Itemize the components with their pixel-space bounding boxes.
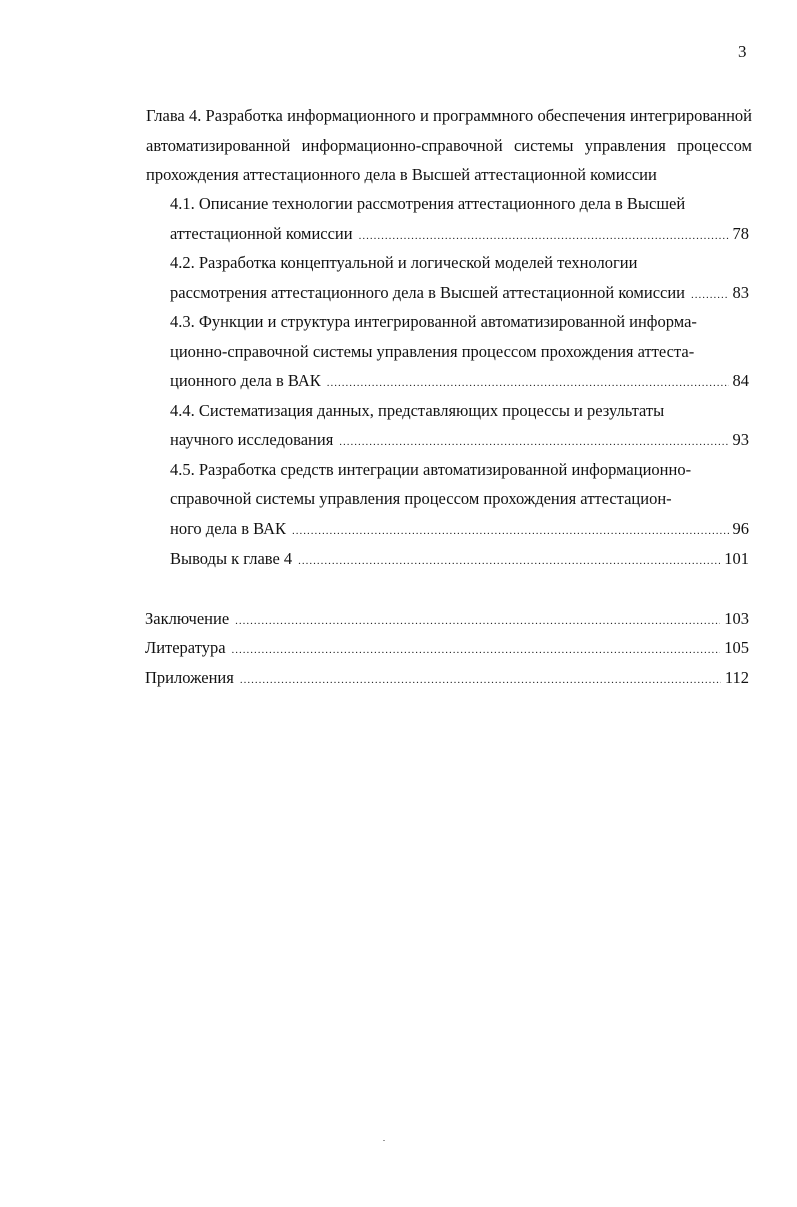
toc-entry-4-1: [170, 224, 749, 246]
leader-dots: [359, 226, 729, 246]
leader-dots: [292, 521, 728, 541]
toc-entry-4-3: [170, 371, 749, 393]
toc-entry-4-4: [170, 430, 749, 452]
toc-line: 4.3. Функции и структура интегрированной автоматизированной информа-: [170, 312, 697, 331]
toc-entry-page: 96: [732, 519, 749, 538]
toc-entry-page: 105: [724, 638, 749, 657]
toc-entry-label: аттестационной комиссии: [170, 224, 353, 243]
toc-entry-page: 103: [724, 609, 749, 628]
leader-dots: [240, 670, 721, 690]
toc-entry-4-2: [170, 283, 749, 305]
toc-line: 4.1. Описание технологии рассмотрения аттестационного дела в Высшей: [170, 194, 686, 213]
toc-line: 4.2. Разработка концептуальной и логической моделей технологии: [170, 253, 638, 272]
toc-line: 4.4. Систематизация данных, представляющих процессы и результаты: [170, 401, 665, 420]
toc-entry-appendices: [145, 668, 749, 690]
leader-dots: [339, 432, 728, 452]
scan-speck: [383, 1140, 385, 1141]
page-number: 3: [738, 42, 747, 61]
toc-entry-4-5: [170, 519, 749, 541]
toc-line: ционно-справочной системы управления процессом прохождения аттеста-: [170, 342, 695, 361]
leader-dots: [232, 640, 721, 660]
toc-entry-conclusion: [145, 609, 749, 631]
toc-entry-label: Литература: [145, 638, 226, 657]
toc-entry-label: Заключение: [145, 609, 230, 628]
toc-entry-page: 84: [732, 371, 749, 390]
leader-dots: [327, 373, 729, 393]
toc-entry-label: Выводы к главе 4: [170, 549, 293, 568]
toc-entry-page: 112: [724, 668, 749, 687]
toc-entry-page: 78: [732, 224, 749, 243]
toc-entry-literature: [145, 638, 749, 660]
toc-entry-label: рассмотрения аттестационного дела в Высшей аттестационной комиссии: [170, 283, 686, 302]
toc-entry-label: Приложения: [145, 668, 234, 687]
toc-entry-page: 83: [732, 283, 749, 302]
leader-dots: [298, 551, 720, 571]
toc-entry-label: ного дела в ВАК: [170, 519, 287, 538]
toc-line: справочной системы управления процессом прохождения аттестацион-: [170, 489, 672, 508]
chapter-4-heading: Глава 4. Разработка информационного и программного обеспечения интегрированной автоматизированной информационно-справочной системы управления процессом прохождения аттестационного дела в Высшей аттестационной комиссии: [146, 106, 752, 184]
toc-entry-label: научного исследования: [170, 430, 334, 449]
toc-entry-page: 93: [732, 430, 749, 449]
leader-dots: [235, 611, 720, 631]
toc-entry-page: 101: [724, 549, 749, 568]
toc-line: 4.5. Разработка средств интеграции автоматизированной информационно-: [170, 460, 692, 479]
leader-dots: [691, 285, 728, 305]
toc-entry-conclusions-ch4: [170, 549, 749, 571]
toc-entry-label: ционного дела в ВАК: [170, 371, 321, 390]
